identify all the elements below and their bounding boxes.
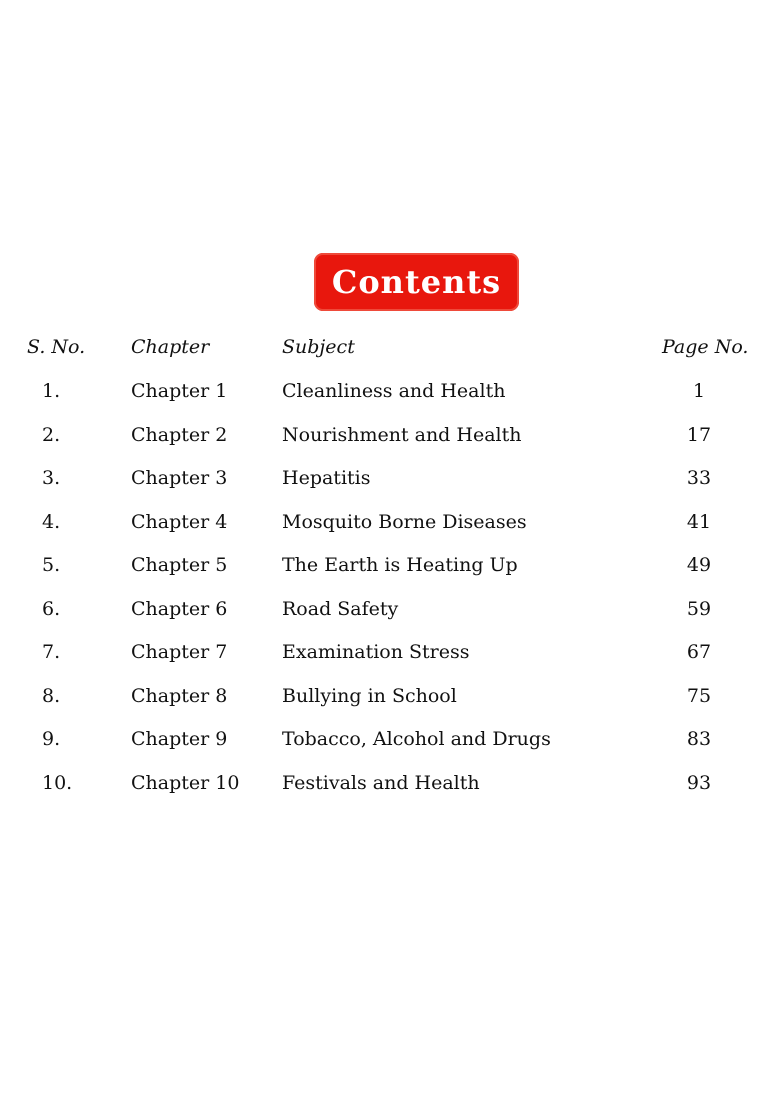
row-subject: Mosquito Borne Diseases [282, 510, 527, 533]
row-page-number: 1 [692, 380, 706, 402]
header-sno: S. No. [27, 336, 86, 358]
row-subject: The Earth is Heating Up [282, 554, 518, 576]
row-sno: 7. [42, 641, 61, 663]
table-row [0, 552, 780, 596]
title-container [0, 253, 780, 311]
header-chapter: Chapter [131, 336, 210, 358]
table-row [0, 726, 780, 770]
row-page-number: 59 [686, 597, 712, 620]
row-page-number: 75 [686, 684, 712, 707]
row-page-number: 41 [686, 510, 712, 533]
row-page-number: 67 [686, 641, 712, 663]
row-page-number: 49 [686, 554, 712, 576]
row-chapter: Chapter 1 [131, 380, 228, 402]
row-chapter: Chapter 6 [131, 597, 228, 620]
row-sno: 8. [42, 684, 61, 707]
row-subject: Road Safety [282, 597, 399, 620]
header-page-number: Page No. [662, 336, 749, 358]
table-row [0, 770, 780, 814]
row-subject: Tobacco, Alcohol and Drugs [282, 728, 551, 750]
row-subject: Hepatitis [282, 467, 371, 489]
row-sno: 6. [42, 597, 61, 620]
table-row [0, 639, 780, 683]
row-sno: 1. [42, 380, 61, 402]
table-row [0, 509, 780, 553]
contents-table [0, 378, 780, 813]
row-chapter: Chapter 9 [131, 728, 228, 750]
row-page-number: 33 [686, 467, 712, 489]
table-header [0, 336, 780, 364]
row-subject: Festivals and Health [282, 771, 480, 794]
row-page-number: 83 [686, 728, 712, 750]
row-chapter: Chapter 8 [131, 684, 228, 707]
table-row [0, 596, 780, 640]
row-chapter: Chapter 4 [131, 510, 228, 533]
row-sno: 9. [42, 728, 61, 750]
row-page-number: 17 [686, 423, 712, 446]
row-chapter: Chapter 10 [131, 771, 240, 794]
table-row [0, 465, 780, 509]
header-subject: Subject [282, 336, 355, 358]
row-chapter: Chapter 5 [131, 554, 228, 576]
row-chapter: Chapter 2 [131, 423, 228, 446]
table-row [0, 378, 780, 422]
table-row [0, 683, 780, 727]
row-sno: 10. [42, 771, 73, 794]
row-sno: 5. [42, 554, 61, 576]
row-sno: 3. [42, 467, 61, 489]
row-subject: Bullying in School [282, 684, 457, 707]
row-chapter: Chapter 3 [131, 467, 228, 489]
page-title: Contents [331, 263, 502, 301]
row-subject: Cleanliness and Health [282, 380, 506, 402]
contents-title-badge [314, 253, 519, 311]
row-chapter: Chapter 7 [131, 641, 228, 663]
row-page-number: 93 [686, 771, 712, 794]
row-subject: Examination Stress [282, 641, 470, 663]
row-subject: Nourishment and Health [282, 423, 522, 446]
row-sno: 4. [42, 510, 61, 533]
row-sno: 2. [42, 423, 61, 446]
table-row [0, 422, 780, 466]
